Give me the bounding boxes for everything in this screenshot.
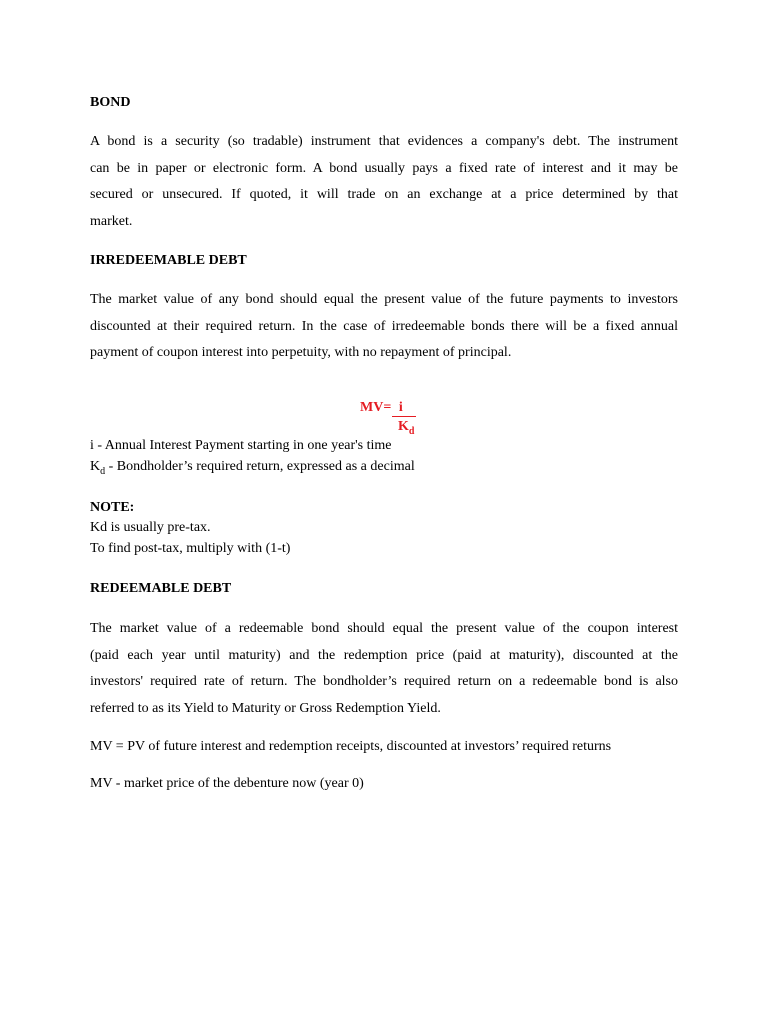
formula-numerator: i xyxy=(398,400,403,415)
paragraph-line: payment of coupon interest into perpetuity, with no repayment of principal. xyxy=(90,345,512,361)
paragraph-bond xyxy=(90,129,678,236)
heading-irredeemable-debt: IRREDEEMABLE DEBT xyxy=(90,253,247,268)
paragraph-line: can be in paper or electronic form. A bond usually pays a fixed rate of interest and it may be xyxy=(90,160,678,176)
kd-main: K xyxy=(90,459,101,474)
paragraph-line: market. xyxy=(90,214,133,230)
formula-top xyxy=(360,398,403,418)
paragraph-line: (paid each year until maturity) and the redemption price (paid at maturity), discounted at the xyxy=(90,647,678,663)
note-label: NOTE: xyxy=(90,500,135,515)
heading-redeemable-debt: REDEEMABLE DEBT xyxy=(90,581,232,596)
mv-equation: MV = PV of future interest and redemption receipts, discounted at investors’ required returns xyxy=(90,739,612,754)
paragraph-line: A bond is a security (so tradable) instrument that evidences a company's debt. The instrument xyxy=(90,134,678,149)
formula-denominator-main: K xyxy=(398,419,409,434)
note-line-2: To find post-tax, multiply with (1-t) xyxy=(90,541,291,556)
formula-denominator-sub: d xyxy=(408,425,415,437)
definition-kd xyxy=(90,457,678,482)
kd-sub: d xyxy=(100,465,106,477)
paragraph-line: The market value of a redeemable bond should equal the present value of the coupon interest xyxy=(90,621,678,636)
note-line-1: Kd is usually pre-tax. xyxy=(90,520,211,535)
paragraph-line: The market value of any bond should equal the present value of the future payments to investors xyxy=(90,292,678,307)
mv-definition: MV - market price of the debenture now (year 0) xyxy=(90,776,364,791)
paragraph-line: secured or unsecured. If quoted, it will trade on an exchange at a price determined by that xyxy=(90,187,678,203)
paragraph-line: discounted at their required return. In the case of irredeemable bonds there will be a fixed annual xyxy=(90,318,678,334)
heading-bond: BOND xyxy=(90,95,131,110)
paragraph-redeemable xyxy=(90,616,678,723)
paragraph-line: investors' required rate of return. The bondholder’s required return on a redeemable bond is also xyxy=(90,674,678,690)
formula-mv xyxy=(360,398,415,437)
definition-i: i - Annual Interest Payment starting in one year's time xyxy=(90,438,392,453)
kd-definition-text: - Bondholder’s required return, expressed as a decimal xyxy=(105,459,415,474)
formula-lhs: MV= xyxy=(360,400,392,415)
paragraph-irredeemable xyxy=(90,287,678,367)
paragraph-line: referred to as its Yield to Maturity or Gross Redemption Yield. xyxy=(90,701,441,717)
